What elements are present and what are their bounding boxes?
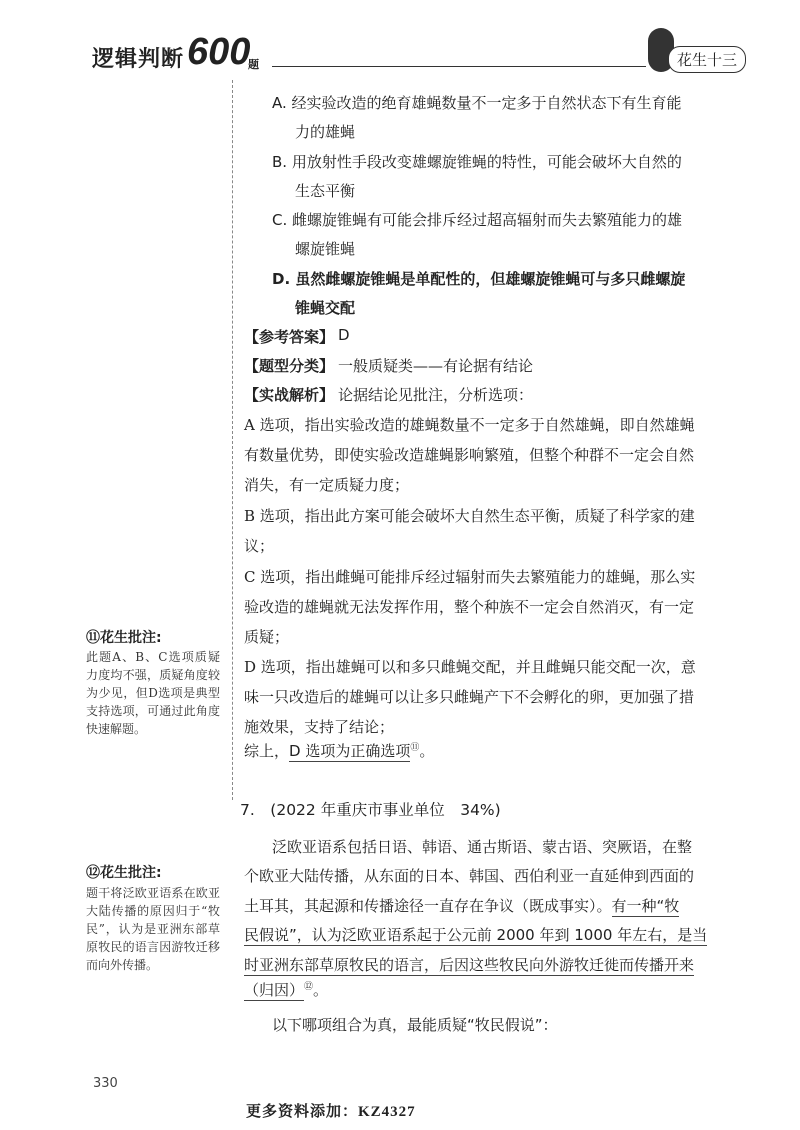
question-7-line6-c: 。	[313, 981, 329, 999]
summary-conclusion: D 选项为正确选项	[289, 742, 411, 760]
option-b-line1: B. 用放射性手段改变雄螺旋锥蝇的特性，可能会破坏大自然的	[272, 153, 682, 171]
option-c-line2: 螺旋锥蝇	[295, 240, 356, 258]
option-a-line1: A. 经实验改造的绝育雄蝇数量不一定多于自然状态下有生育能	[272, 94, 682, 112]
type-label: 【题型分类】	[244, 357, 335, 375]
book-title-number: 600	[187, 31, 251, 73]
option-c-line1: C. 雌螺旋锥蝇有可能会排斥经过超高辐射而失去繁殖能力的雄	[272, 211, 683, 229]
analysis-d-line2: 味一只改造后的雄蝇可以让多只雌蝇产下不会孵化的卵，更加强了措	[244, 688, 695, 706]
question-7-line3	[244, 895, 679, 916]
question-7-line4-text: 民假说”，认为泛欧亚语系起于公元前 2000 年到 1000 年左右，是当	[244, 926, 708, 944]
question-7-line3-a: 土耳其，其起源和传播途径一直存在争议（既成事实）。	[244, 897, 612, 915]
analysis-d-line3: 施效果，支持了结论；	[244, 718, 395, 736]
option-b-line2: 生态平衡	[295, 182, 356, 200]
annotation-marker-11: ⑪	[410, 743, 420, 753]
analysis-a-line2: 有数量优势，即使实验改造雄蝇影响繁殖，但整个种群不一定会自然	[244, 446, 695, 464]
book-title: 逻辑判断	[92, 46, 185, 71]
question-7-line1: 泛欧亚语系包括日语、韩语、通古斯语、蒙古语、突厥语，在整	[272, 838, 693, 856]
analysis-a-line1: A 选项，指出实验改造的雄蝇数量不一定多于自然雄蝇，即自然雄蝇	[244, 416, 695, 434]
answer-label: 【参考答案】	[244, 328, 335, 346]
analysis-label: 【实战解析】	[244, 386, 335, 404]
option-a-line2: 力的雄蝇	[295, 123, 356, 141]
analysis-c-line1: C 选项，指出雌蝇可能排斥经过辐射而失去繁殖能力的雄蝇，那么实	[244, 568, 696, 586]
analysis-d-line1: D 选项，指出雄蝇可以和多只雌蝇交配，并且雌蝇只能交配一次，意	[244, 658, 696, 676]
question-7-line5-text: 时亚洲东部草原牧民的语言，后因这些牧民向外游牧迁徙而传播开来	[244, 956, 695, 974]
footer-promo: 更多资料添加：KZ4327	[246, 1104, 416, 1120]
question-7-line3-b: 有一种“牧	[611, 897, 680, 915]
note-12-body: 题干将泛欧亚语系在欧亚大陆传播的原因归于“牧民”，认为是亚洲东部草原牧民的语言因游牧迁移而向外传播。	[86, 886, 220, 972]
analysis-b-line2: 议；	[244, 537, 275, 555]
analysis-a-line3: 消失，有一定质疑力度；	[244, 476, 410, 494]
annotation-marker-12: ⑫	[304, 982, 314, 992]
question-7-heading: 7. (2022 年重庆市事业单位 34%)	[240, 801, 501, 819]
type-value: 一般质疑类——有论据有结论	[338, 357, 534, 375]
question-7-line6	[244, 979, 328, 1000]
summary-prefix: 综上，	[244, 742, 290, 760]
margin-divider	[232, 80, 233, 800]
question-7-line4	[244, 924, 707, 945]
answer-value: D	[338, 326, 350, 344]
question-7-prompt: 以下哪项组合为真，最能质疑“牧民假说”：	[272, 1016, 558, 1034]
header-rule	[272, 66, 646, 67]
question-7-line6-a: （归因）	[244, 981, 305, 999]
note-12-title: ⑫花生批注:	[86, 865, 162, 881]
question-7-line2: 个欧亚大陆传播，从东面的日本、韩国、西伯利亚一直延伸到西面的	[244, 867, 695, 885]
analysis-intro: 论据结论见批注，分析选项：	[338, 386, 534, 404]
summary-end: 。	[419, 742, 435, 760]
note-11-title: ⑪花生批注:	[86, 630, 162, 646]
page-number: 330	[93, 1076, 118, 1091]
option-d-line1: D. 虽然雌螺旋锥蝇是单配性的，但雄螺旋锥蝇可与多只雌螺旋	[272, 270, 686, 288]
option-d-line2: 锥蝇交配	[295, 299, 356, 317]
analysis-b-line1: B 选项，指出此方案可能会破坏大自然生态平衡，质疑了科学家的建	[244, 507, 695, 525]
book-title-suffix: 题	[248, 58, 259, 71]
brand-label: 花生十三	[668, 46, 746, 73]
note-11-body: 此题A、B、C选项质疑力度均不强，质疑角度较为少见，但D选项是典型支持选项，可通过此角度快速解题。	[86, 650, 220, 736]
analysis-summary	[244, 740, 434, 761]
analysis-c-line3: 质疑；	[244, 628, 290, 646]
question-7-line5	[244, 954, 694, 975]
analysis-c-line2: 验改造的雄蝇就无法发挥作用，整个种族不一定会自然消灭，有一定	[244, 598, 695, 616]
